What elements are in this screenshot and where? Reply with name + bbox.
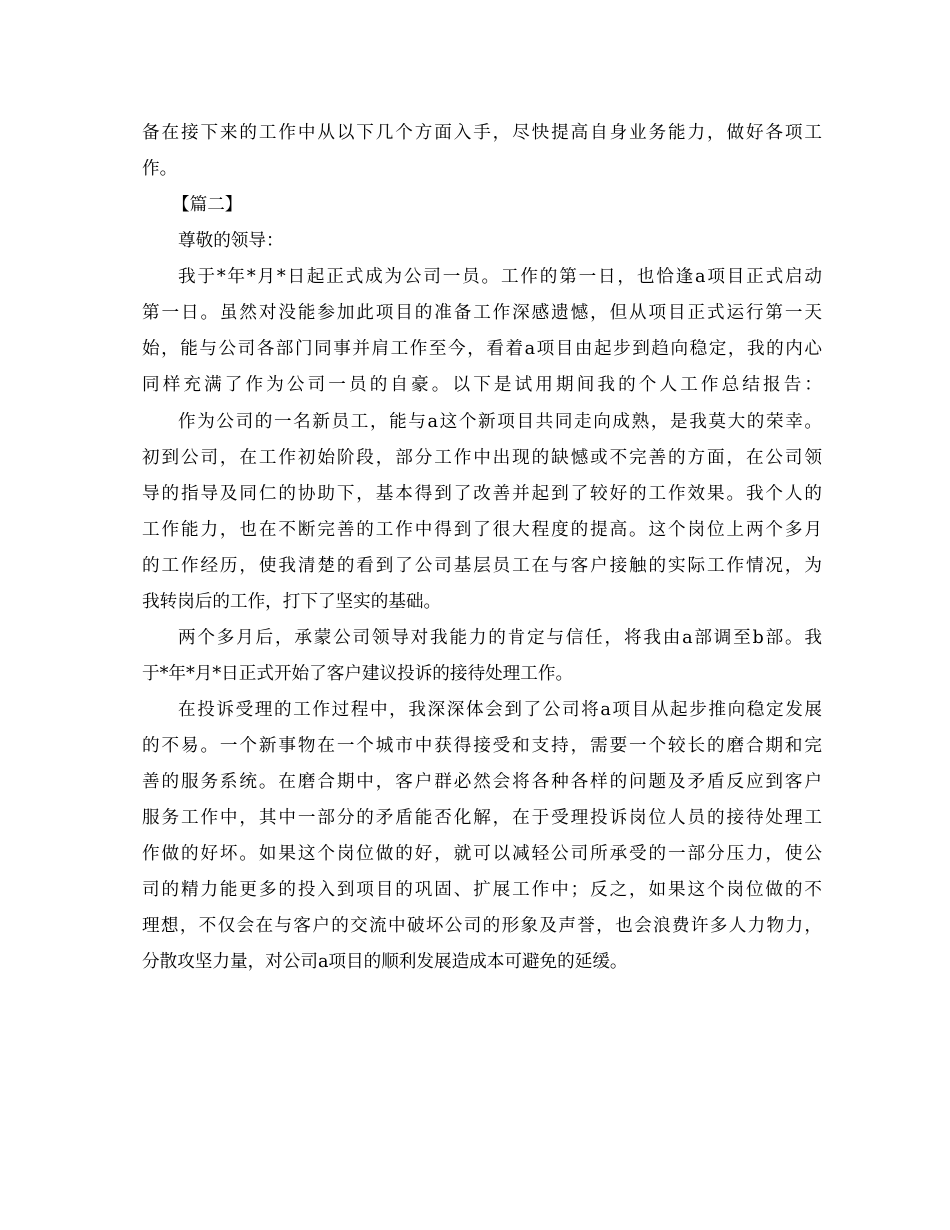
text-line: 始，能与公司各部门同事并肩工作至今，看着a项目由起步到趋向稳定，我的内心 bbox=[142, 339, 822, 359]
text-line: 第一日。虽然对没能参加此项目的准备工作深感遗憾，但从项目正式运行第一天 bbox=[142, 303, 822, 323]
text-line: 司的精力能更多的投入到项目的巩固、扩展工作中；反之，如果这个岗位做的不 bbox=[142, 880, 822, 900]
salutation: 尊敬的领导： bbox=[178, 231, 284, 251]
text-line: 导的指导及同仁的协助下，基本得到了改善并起到了较好的工作效果。我个人的 bbox=[142, 484, 822, 504]
text-line: 的不易。一个新事物在一个城市中获得接受和支持，需要一个较长的磨合期和完 bbox=[142, 736, 822, 756]
text-line: 工作能力，也在不断完善的工作中得到了很大程度的提高。这个岗位上两个多月 bbox=[142, 520, 822, 540]
text-line: 理想，不仅会在与客户的交流中破坏公司的形象及声誉，也会浪费许多人力物力， bbox=[142, 916, 822, 936]
text-line: 作做的好坏。如果这个岗位做的好，就可以减轻公司所承受的一部分压力，使公 bbox=[142, 844, 822, 864]
text-line: 初到公司，在工作初始阶段，部分工作中出现的缺憾或不完善的方面，在公司领 bbox=[142, 448, 822, 468]
text-line: 分散攻坚力量，对公司a项目的顺利发展造成本可避免的延缓。 bbox=[142, 952, 628, 972]
text-line: 作为公司的一名新员工，能与a这个新项目共同走向成熟，是我莫大的荣幸。 bbox=[178, 412, 822, 432]
text-line: 服务工作中，其中一部分的矛盾能否化解，在于受理投诉岗位人员的接待处理工 bbox=[142, 808, 822, 828]
text-line: 我转岗后的工作，打下了坚实的基础。 bbox=[142, 592, 442, 612]
section-heading: 【篇二】 bbox=[172, 195, 243, 215]
text-line: 备在接下来的工作中从以下几个方面入手，尽快提高自身业务能力，做好各项工 bbox=[142, 123, 822, 143]
text-line: 于*年*月*日正式开始了客户建议投诉的接待处理工作。 bbox=[142, 664, 574, 684]
text-line: 作。 bbox=[142, 159, 178, 179]
text-line: 两个多月后，承蒙公司领导对我能力的肯定与信任，将我由a部调至b部。我 bbox=[178, 628, 822, 648]
text-line: 在投诉受理的工作过程中，我深深体会到了公司将a项目从起步推向稳定发展 bbox=[178, 700, 822, 720]
text-line: 同样充满了作为公司一员的自豪。以下是试用期间我的个人工作总结报告： bbox=[142, 375, 822, 395]
text-line: 善的服务系统。在磨合期中，客户群必然会将各种各样的问题及矛盾反应到客户 bbox=[142, 772, 822, 792]
text-line: 的工作经历，使我清楚的看到了公司基层员工在与客户接触的实际工作情况，为 bbox=[142, 556, 822, 576]
text-line: 我于*年*月*日起正式成为公司一员。工作的第一日，也恰逢a项目正式启动 bbox=[178, 267, 822, 287]
